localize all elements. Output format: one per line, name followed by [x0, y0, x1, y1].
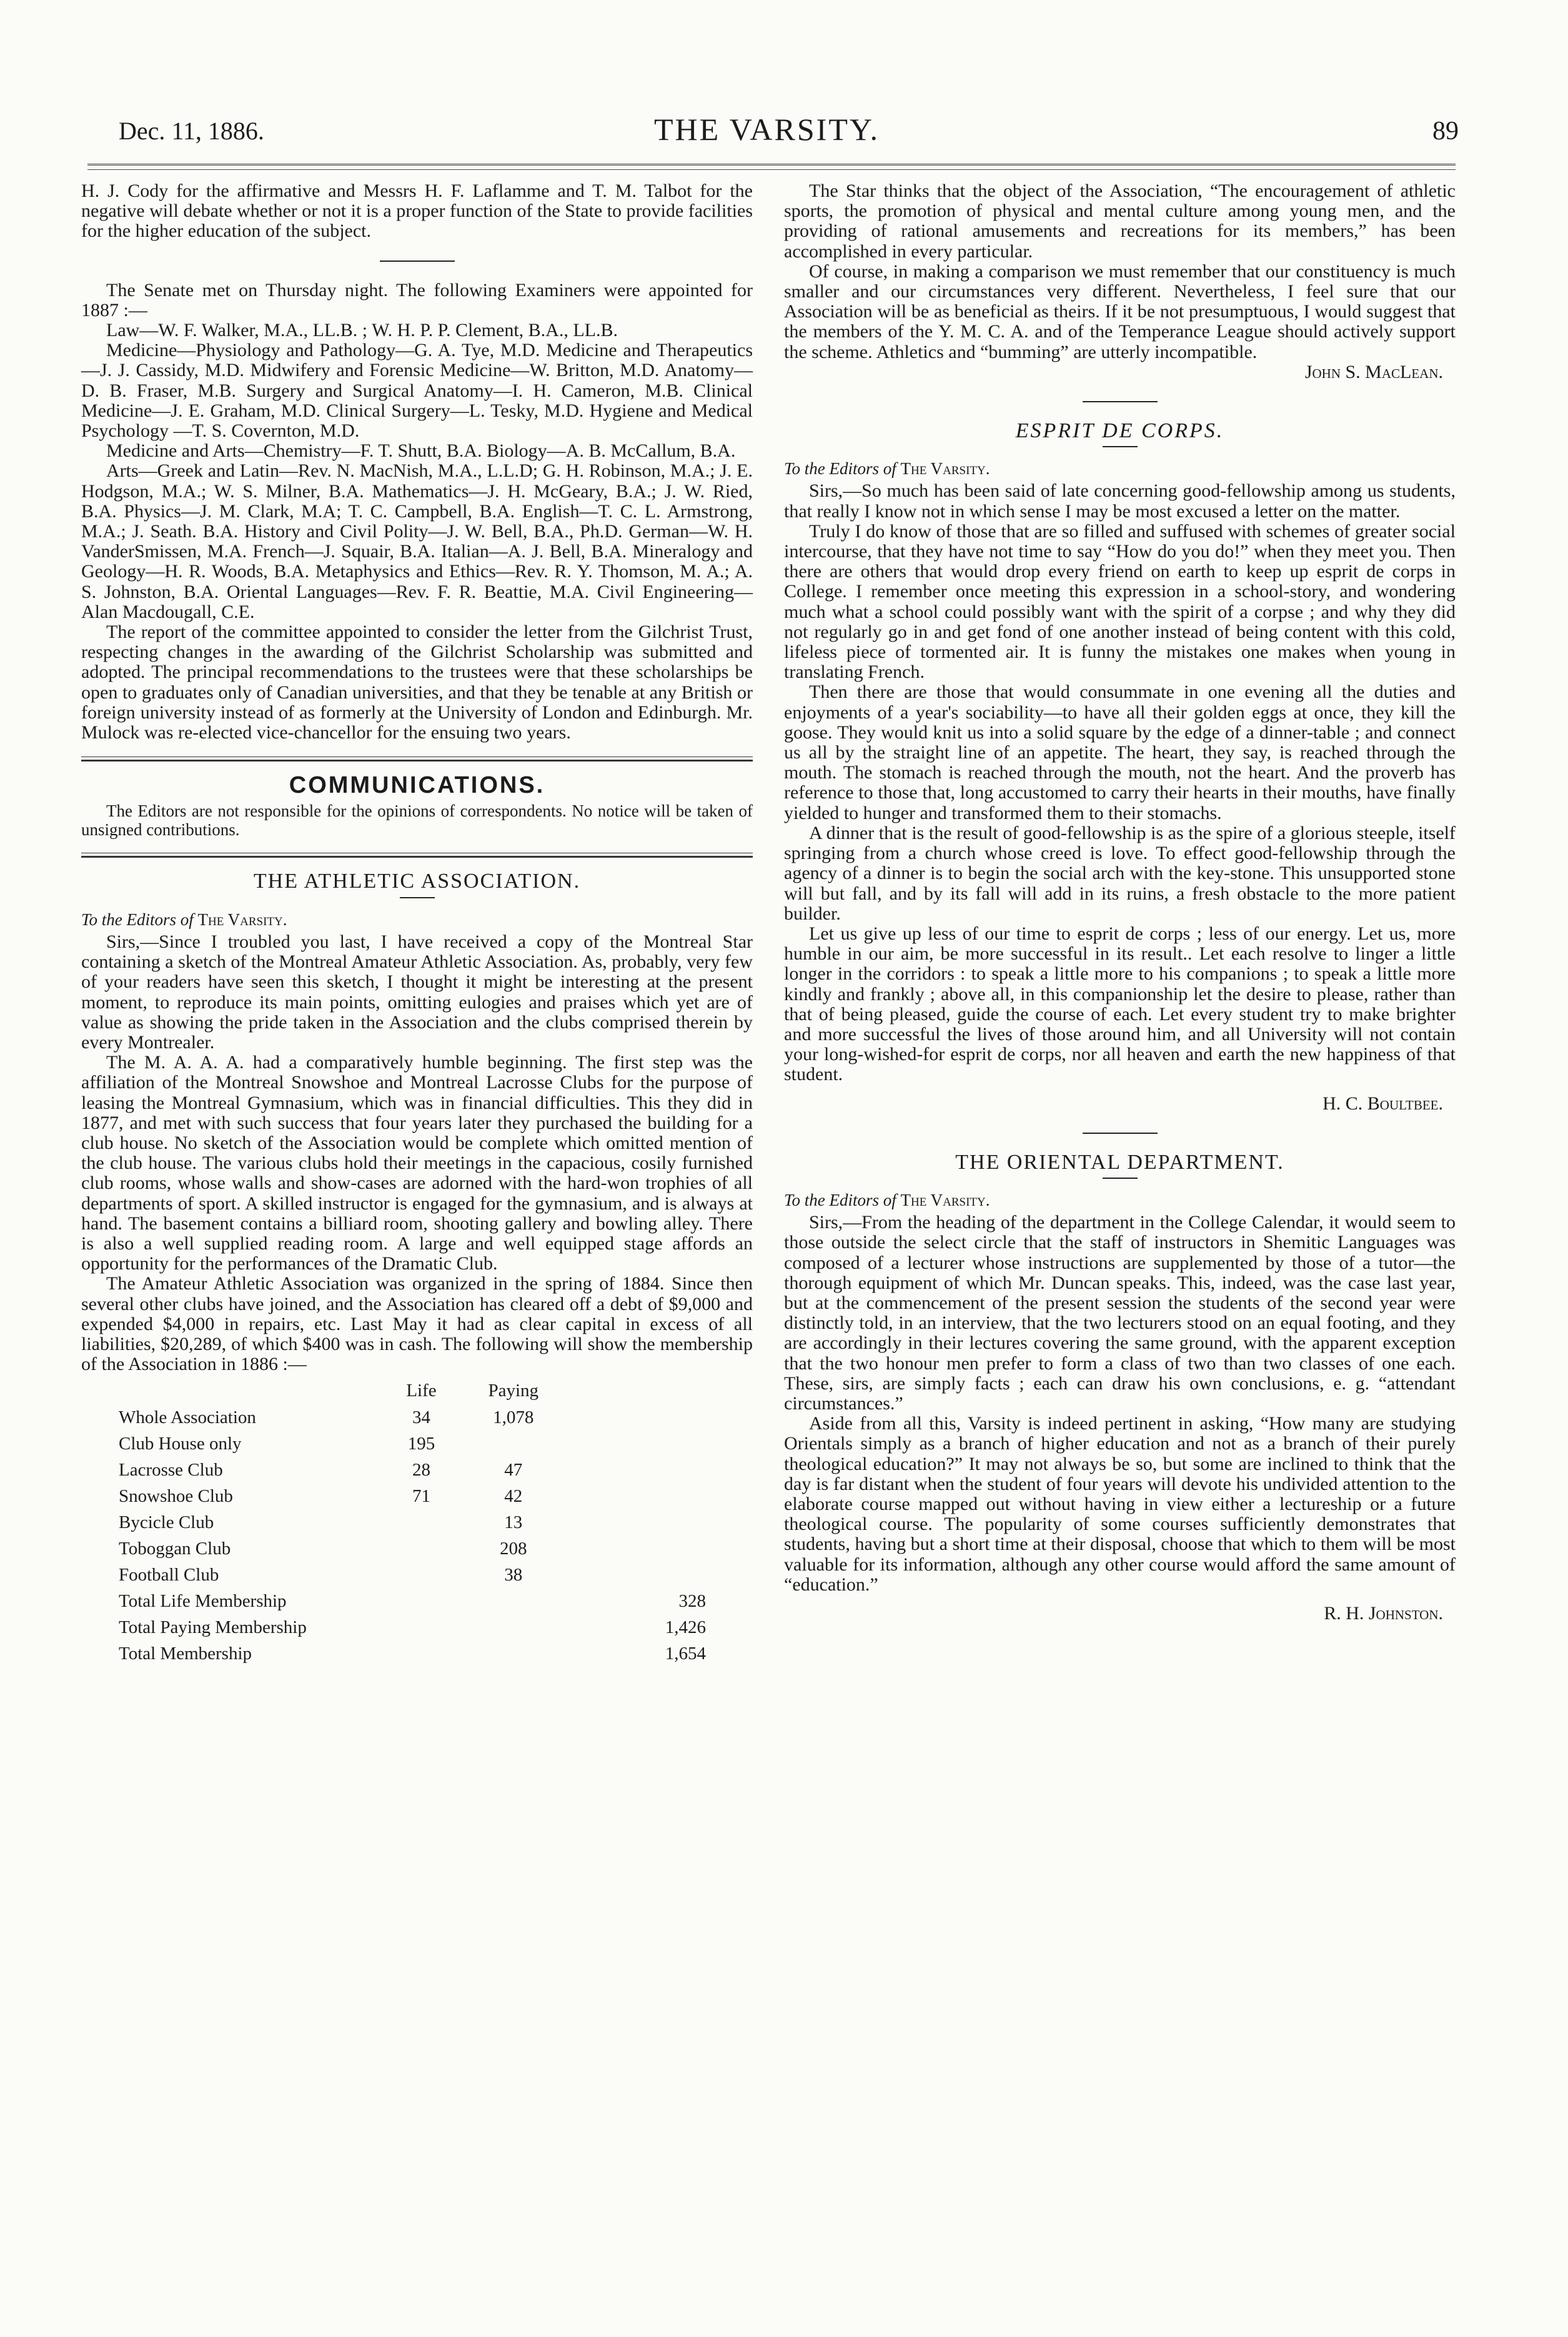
left-column: [81, 181, 753, 1667]
star-paragraph-1: The Star thinks that the object of the Association, “The encouragement of athletic sports, the promotion of physical and mental culture among young men, and the providing of rational amusements and recreations for its members,” has been accomplished in every particular.: [784, 181, 1456, 262]
section-rule: [81, 757, 753, 762]
header-rule: [87, 164, 1456, 170]
examiners-law: Law—W. F. Walker, M.A., LL.B. ; W. H. P. P. Clement, B.A., LL.B.: [106, 320, 618, 341]
table-row: Whole Association 34 1,078: [119, 1407, 534, 1428]
table-row: Snowshoe Club 71 42: [119, 1486, 523, 1507]
esprit-paragraph-5: Let us give up less of our time to esprit de corps ; less of our energy. Let us, more humble in our aim, be more successful in its result.. Let each resolve to linger a little longer in the corridors : to speak a little more to his companions ; to speak a little more kindly and frankly ; above all, in this companionship let the desire to please, rather than that of being pleased, guide the course of each. Let every student try to make brighter and more successful the lives of those around him, and all University will not contain your long-wished-for esprit de corps, nor all heaven and earth the new happiness of that student.: [784, 923, 1456, 1085]
esprit-paragraph-1: Sirs,—So much has been said of late concerning good-fellowship among us students, that really I know not in which sense I may be most excused a letter on the matter.: [784, 480, 1456, 522]
senate-intro: The Senate met on Thursday night. The following Examiners were appointed for 1887 :—: [81, 279, 753, 320]
esprit-paragraph-2: Truly I do know of those that are so filled and suffused with schemes of greater social intercourse, that they have not time to say “How do you do!” when they meet you. Then there are others that would drop every friend on earth to keep up esprit de corps in College. I remember once meeting this expression in a school-story, and wondering much what a school could possibly want with the spirit of a corpse ; and why they did not regularly go in and get fond of one another instead of being content with this cold, lifeless piece of tormented air. It is funny the mistakes one makes when young in translating French.: [784, 520, 1456, 683]
oriental-heading: THE ORIENTAL DEPARTMENT.: [955, 1150, 1284, 1174]
table-total-row: Total Paying Membership 1,426: [119, 1617, 706, 1638]
star-paragraph-2: Of course, in making a comparison we must remember that our constituency is much smaller and our circumstances very different. Nevertheless, I feel sure that our Association will be as beneficial as theirs. If it be not presumptuous, I would suggest that the members of the Y. M. C. A. and of the Temperance League should actively support the scheme. Athletics and “bumming” are utterly incompatible.: [784, 260, 1456, 362]
signature-johnston: R. H. Johnston.: [1324, 1603, 1443, 1624]
examiners-arts: Arts—Greek and Latin—Rev. N. MacNish, M.A., L.L.D; G. H. Robinson, M.A.; J. E. Hodgson, M.A.; W. S. Milner, B.A. Mathematics—J. H. McGeary, B.A.; J. W. Ried, B.A. Physics—J. M. Clark, M.A; T. C. Campbell, B.A. English—T. C. L. Armstrong, M.A.; J. Seath. B.A. History and Civil Polity—J. W. Bell, B.A., Ph.D. German—W. H. VanderSmissen, M.A. French—J. Squair, B.A. Italian—A. J. Bell, B.A. Mineralogy and Geology—H. R. Woods, B.A. Metaphysics and Ethics—Rev. R. Y. Thomson, M. A.; A. S. Johnston, B.A. Oriental Languages—Rev. F. R. Beattie, M.A. Civil Engineering—Alan Macdougall, C.E.: [81, 460, 753, 622]
membership-table: [119, 1381, 706, 1667]
esprit-addressee: To the Editors of The Varsity.: [784, 459, 990, 479]
section-rule: [81, 853, 753, 858]
athletic-heading: THE ATHLETIC ASSOCIATION.: [253, 870, 581, 893]
athletic-addressee: To the Editors of The Varsity.: [81, 910, 287, 929]
right-column: [784, 181, 1456, 1624]
table-total-row: Total Membership 1,654: [119, 1644, 706, 1664]
divider: [1103, 446, 1138, 447]
table-row: Football Club 38: [119, 1565, 523, 1585]
esprit-paragraph-4: A dinner that is the result of good-fellowship is as the spire of a glorious steeple, itself springing from a church whose creed is love. To effect good-fellowship through the agency of a dinner is to begin the social arch with the key-stone. This unsupported stone will but fall, and by its fall will add in its ruins, a fresh obstacle to the more patient builder.: [784, 822, 1456, 924]
signature-maclean: John S. MacLean.: [1304, 361, 1443, 382]
esprit-heading: ESPRIT DE CORPS.: [1015, 419, 1224, 443]
athletic-paragraph-1: Sirs,—Since I troubled you last, I have received a copy of the Montreal Star containing a sketch of the Montreal Amateur Athletic Association. As, probably, very few of your readers have seen this sketch, I thought it might be interesting at the present moment, to reproduce its main points, omitting eulogies and praises which yet are of value as showing the pride taken in the Association and the clubs comprised therein by every Montrealer.: [81, 931, 753, 1053]
col-life: Life: [406, 1381, 437, 1401]
table-row: Club House only 195: [119, 1434, 435, 1454]
examiners-medicine: Medicine—Physiology and Pathology—G. A. Tye, M.D. Medicine and Therapeutics—J. J. Cassidy, M.D. Midwifery and Forensic Medicine—W. Britton, M.D. Anatomy—D. B. Fraser, M.B. Surgery and Surgical Anatomy—I. H. Cameron, M.B. Clinical Medicine—J. E. Graham, M.D. Clinical Surgery—L. Tesky, M.D. Hygiene and Medical Psychology —T. S. Covernton, M.D.: [81, 340, 753, 442]
table-row: Lacrosse Club 28 47: [119, 1460, 523, 1481]
oriental-paragraph-2: Aside from all this, Varsity is indeed pertinent in asking, “How many are studying Orientals simply as a branch of higher education and not as a branch of their purely theological education?” It may not always be so, but some are inclined to think that the day is far distant when the student of four years will devote his undivided attention to the elaborate course mapped out without having in view either a lectureship or a future theological course. The popularity of some courses sufficiently demonstrates that students, having but a short time at their disposal, choose that which to them will be most valuable for its information, although any other course would afford the same amount of “education.”: [784, 1413, 1456, 1595]
masthead: THE VARSITY.: [653, 112, 880, 147]
signature-boultbee: H. C. Boultbee.: [1322, 1093, 1443, 1114]
divider: [1103, 1178, 1138, 1179]
divider: [400, 897, 435, 898]
oriental-paragraph-1: Sirs,—From the heading of the department in the College Calendar, it would seem to those outside the select circle that the staff of instructors in Shemitic Languages was composed of a lecturer whose instructions are supplemented by those of a tutor—the thorough equipment of which Mr. Duncan speaks. This, indeed, was the case last year, but at the commencement of the present session the students of the second year were distinctly told, in an interview, that the two lecturers stood on an equal footing, and they are accordingly in their lectures covering the same ground, with the apparent exception that the two honour men prefer to form a class of two than two classes of one each. These, sirs, are simply facts ; each can draw his own conclusions, e. g. “attendant circumstances.”: [784, 1212, 1456, 1414]
communications-heading: COMMUNICATIONS.: [289, 772, 545, 799]
debate-notice: H. J. Cody for the affirmative and Messrs H. F. Laflamme and T. M. Talbot for the negative will debate whether or not it is a proper function of the State to provide facilities for the higher education of the subject.: [81, 181, 753, 242]
athletic-paragraph-3: The Amateur Athletic Association was organized in the spring of 1884. Since then several other clubs have joined, and the Association has cleared off a debt of $9,000 and expended $4,000 in repairs, etc. Last May it had as clear capital in excess of all liabilities, $20,289, of which $400 was in cash. The following will show the membership of the Association in 1886 :—: [81, 1273, 753, 1375]
examiners-medicine-arts: Medicine and Arts—Chemistry—F. T. Shutt, B.A. Biology—A. B. McCallum, B.A.: [106, 440, 736, 462]
oriental-addressee: To the Editors of The Varsity.: [784, 1190, 990, 1209]
athletic-paragraph-2: The M. A. A. A. had a comparatively humble beginning. The first step was the affiliation of the Montreal Snowshoe and Montreal Lacrosse Clubs for the purpose of leasing the Montreal Gymnasium, which was in financial difficulties. This they did in 1877, and met with such success that four years later they purchased the building for a club house. No sketch of the Association would be complete which omitted mention of the club house. The various clubs hold their meetings in the capacious, cosily furnished club rooms, whose walls and show-cases are adorned with the hard-won trophies of all departments of sport. A skilled instructor is engaged for the gymnasium, and is always at hand. The basement contains a billiard room, shooting gallery and bowling alley. There is also a well supplied reading room. A large and well equipped stage affords an opportunity for the performances of the Dramatic Club.: [81, 1052, 753, 1274]
page-header: [75, 111, 1459, 155]
divider: [1083, 1133, 1158, 1134]
esprit-paragraph-3: Then there are those that would consummate in one evening all the duties and enjoyments of a year's sociability—to have all their golden eggs at once, they kill the goose. They would knit us into a solid square by the edge of a dinner-table ; and connect us all by the straight line of an appetite. The heart, they say, is reached through the mouth. The stomach is reached through the mouth, not the heart. And the proverb has reference to those that, long accustomed to carry their hearts in their mouths, have finally yielded to hunger and transformed them to their stomachs.: [784, 682, 1456, 823]
col-paying: Paying: [488, 1381, 539, 1401]
table-row: Toboggan Club 208: [119, 1539, 527, 1559]
divider: [380, 260, 455, 262]
divider: [1083, 401, 1158, 402]
issue-date: Dec. 11, 1886.: [119, 117, 264, 145]
editors-note: The Editors are not responsible for the opinions of correspondents. No notice will be taken of unsigned contributions.: [81, 801, 753, 840]
table-total-row: Total Life Membership 328: [119, 1591, 706, 1612]
table-row: Bycicle Club 13: [119, 1512, 523, 1533]
gilchrist-report: The report of the committee appointed to consider the letter from the Gilchrist Trust, respecting changes in the awarding of the Gilchrist Scholarship was submitted and adopted. The principal recommendations to the trustees were that these scholarships be open to graduates only of Canadian universities, and that they be tenable at any British or foreign university instead of as formerly at the University of London and Edinburgh. Mr. Mulock was re-elected vice-chancellor for the ensuing two years.: [81, 622, 753, 743]
page-number: 89: [1432, 117, 1459, 146]
